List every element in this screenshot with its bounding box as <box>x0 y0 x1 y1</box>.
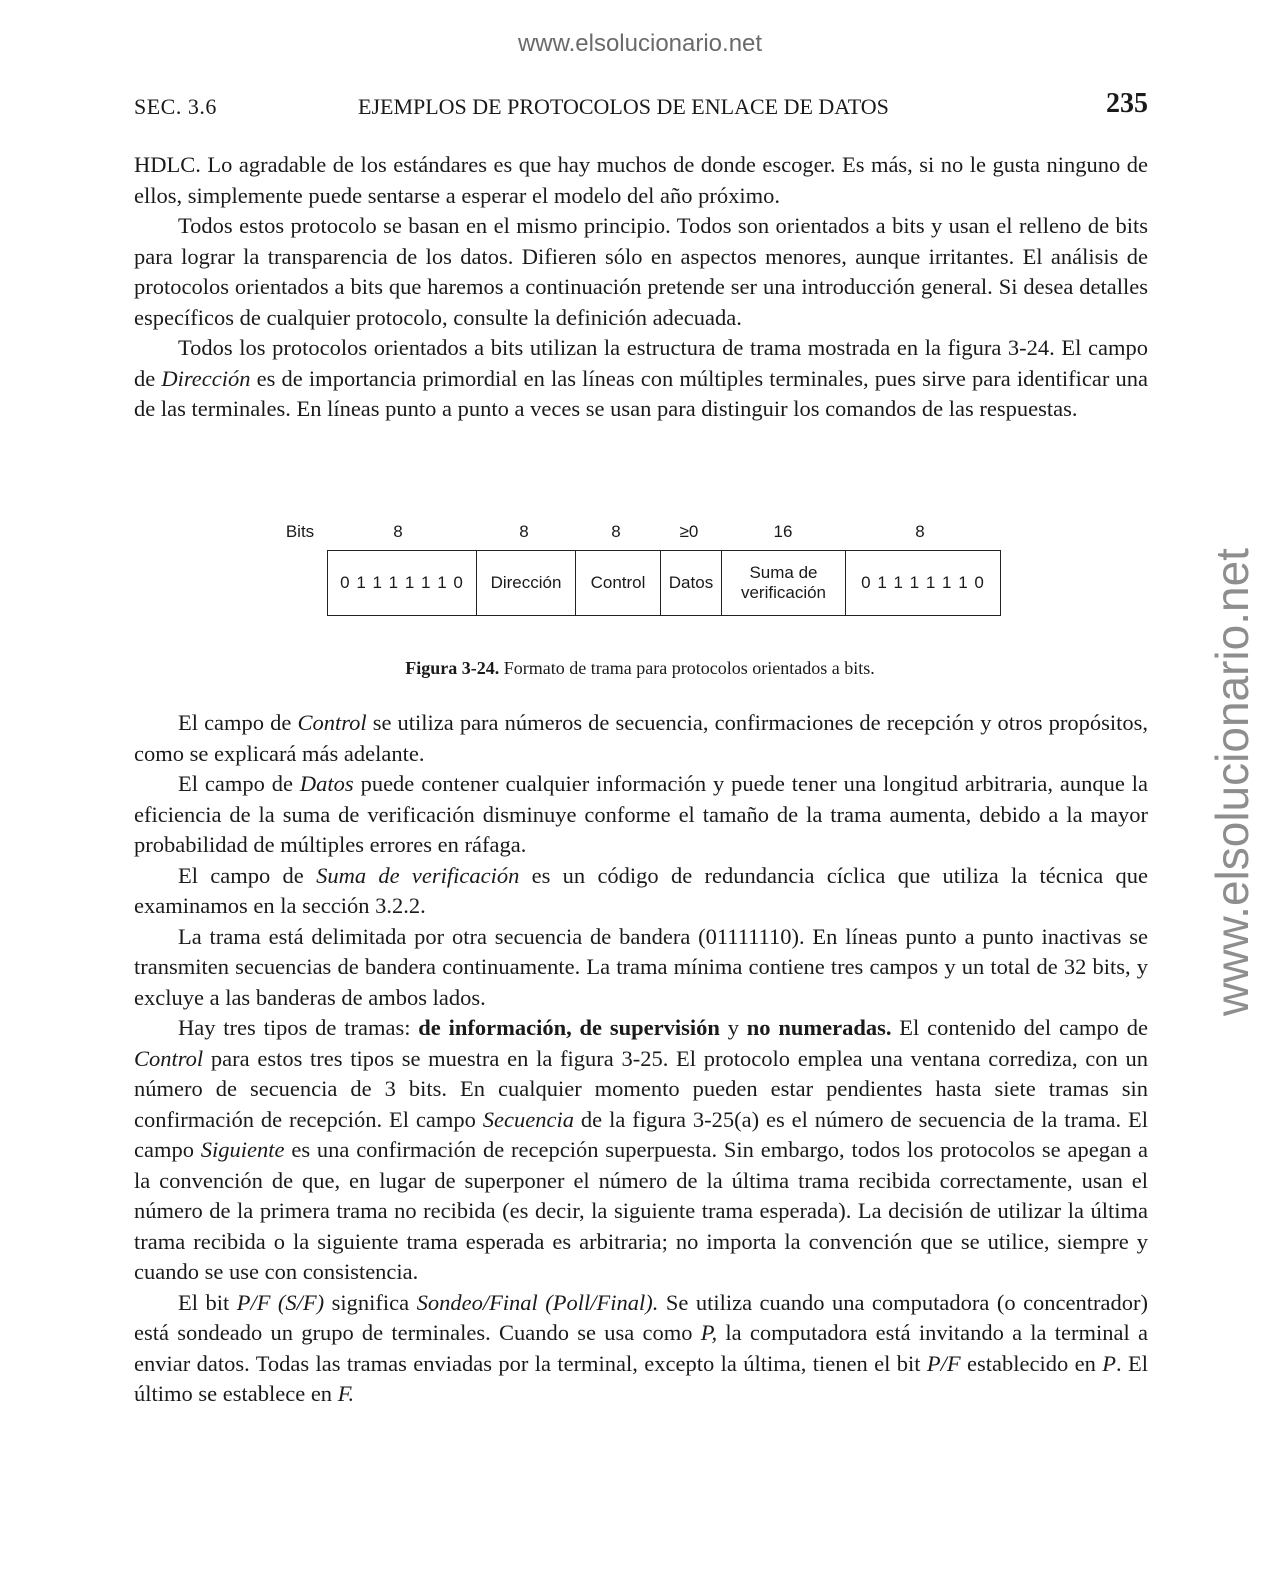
frame-diagram <box>327 550 1001 616</box>
bits-label: Bits <box>285 522 315 541</box>
paragraph <box>134 922 1148 1014</box>
italic-term: P/F (S/F) <box>236 1289 325 1315</box>
text-run: puede contener cualquier información y puede tener una longitud arbitraria, aunque la eficiencia de la suma de verificación disminuye conforme el tamaño de la trama aumenta, debido a la mayor probabilidad de múltiples errores en ráfaga. <box>134 771 1148 857</box>
italic-term: Control <box>134 1045 204 1071</box>
italic-term: Secuencia <box>482 1106 574 1132</box>
watermark-side: www.elsolucionario.net <box>1206 548 1258 1016</box>
paragraph <box>134 769 1148 861</box>
text-run: El bit <box>178 1289 237 1315</box>
text-run: El campo de <box>178 771 300 796</box>
figure-caption <box>0 658 1280 679</box>
body-text-bottom <box>134 708 1148 1410</box>
address-field: Dirección <box>477 551 576 615</box>
flag-field: 0 1 1 1 1 1 1 0 <box>861 573 985 592</box>
paragraph <box>134 861 1148 922</box>
text-run: . El último se establece en <box>134 1350 1148 1406</box>
text-run: se utiliza para números de secuencia, confirmaciones de recepción y otros propósitos, como se explicará más adelante. <box>134 710 1148 766</box>
paragraph <box>134 1013 1148 1288</box>
page-number: 235 <box>1106 88 1148 119</box>
italic-term: P <box>1102 1350 1116 1376</box>
text-run: para estos tres tipos se muestra en la figura 3-25. El protocolo emplea una ventana corrediza, con un número de secuencia de 3 bits. En cualquier momento pueden estar pendientes hasta siete tramas sin confirmación de recepción. El campo <box>134 1045 1148 1132</box>
text-run: de la figura 3-25(a) es el número de secuencia de la trama. El campo <box>134 1106 1148 1162</box>
paragraph <box>134 150 1148 211</box>
italic-term: Control <box>297 710 367 735</box>
bit-count: 16 <box>773 522 793 541</box>
text-run: Todos los protocolos orientados a bits utilizan la estructura de trama mostrada en la figura 3-24. El campo de <box>134 335 1148 391</box>
caption-number: Figura 3-24. <box>405 658 500 678</box>
text-run: es una confirmación de recepción superpuesta. Sin embargo, todos los protocolos se apegan a la convención de que, en lugar de superponer el número de la última trama recibida correctamente, usan el número de la primera trama no recibida (es decir, la siguiente trama esperada). La decisión de utilizar la última trama recibida o la siguiente trama esperada es arbitraria; no importa la convención que se utilice, siempre y cuando se use con consistencia. <box>134 1137 1148 1284</box>
text-run: El campo de <box>178 710 298 735</box>
caption-text: Formato de trama para protocolos orientados a bits. <box>503 658 875 678</box>
section-label: SEC. 3.6 <box>134 94 217 119</box>
paragraph <box>134 708 1148 769</box>
text-run: Todos estos protocolo se basan en el mismo principio. Todos son orientados a bits y usan el relleno de bits para lograr la transparencia de los datos. Difieren sólo en aspectos menores, aunque irritantes. El análisis de protocolos orientados a bits que haremos a continuación pretende ser una introducción general. Si desea detalles específicos de cualquier protocolo, consulte la definición adecuada. <box>134 213 1148 330</box>
control-field: Control <box>576 551 661 615</box>
italic-term: Dirección <box>161 365 251 391</box>
bit-count: 8 <box>915 522 925 541</box>
italic-term: P/F <box>926 1350 961 1376</box>
data-field: Datos <box>661 551 722 615</box>
paragraph <box>134 211 1148 333</box>
paragraph <box>134 1288 1148 1410</box>
text-run: la computadora está invitando a la terminal a enviar datos. Todas las tramas enviadas por la terminal, excepto la última, tienen el bit <box>134 1320 1148 1376</box>
bold-term: de información, de supervisión <box>418 1015 720 1040</box>
paragraph <box>134 333 1148 425</box>
text-run: El campo de <box>178 862 317 888</box>
italic-term: Siguiente <box>200 1137 285 1162</box>
bit-count: 8 <box>611 522 621 541</box>
text-run: es un código de redundancia cíclica que utiliza la técnica que examinamos en la sección 3.2.2. <box>134 862 1148 918</box>
text-run: HDLC. Lo agradable de los estándares es que hay muchos de donde escoger. Es más, si no le gusta ninguno de ellos, simplemente puede sentarse a esperar el modelo del año próximo. <box>134 152 1148 208</box>
text-run: Se utiliza cuando una computadora (o concentrador) está sondeado un grupo de terminales. Cuando se usa como <box>134 1289 1148 1345</box>
watermark-top: www.elsolucionario.net <box>517 30 763 57</box>
bit-count: 8 <box>393 522 403 541</box>
text-run: establecido en <box>960 1350 1103 1376</box>
text-run: Hay tres tipos de tramas: <box>178 1015 419 1040</box>
bit-count: 8 <box>519 522 529 541</box>
italic-term: Sondeo/Final (Poll/Final). <box>416 1289 659 1315</box>
checksum-field: Suma de verificación <box>722 551 846 615</box>
italic-term: Suma de verificación <box>316 862 520 888</box>
italic-term: P, <box>700 1320 718 1345</box>
text-run: es de importancia primordial en las líneas con múltiples terminales, pues sirve para identificar una de las terminales. En líneas punto a punto a veces se usan para distinguir los comandos de las respuestas. <box>134 365 1148 421</box>
text-run: La trama está delimitada por otra secuencia de bandera (01111110). En líneas punto a punto inactivas se transmiten secuencias de bandera continuamente. La trama mínima contiene tres campos y un total de 32 bits, y excluye a las banderas de ambos lados. <box>134 923 1148 1010</box>
flag-field: 0 1 1 1 1 1 1 0 <box>328 551 477 615</box>
text-run: y <box>719 1015 747 1040</box>
italic-term: F. <box>337 1381 355 1406</box>
running-title: EJEMPLOS DE PROTOCOLOS DE ENLACE DE DATOS <box>358 94 889 119</box>
bit-count: ≥0 <box>679 522 699 541</box>
page-header <box>134 88 1148 124</box>
bold-term: no numeradas. <box>746 1015 892 1040</box>
italic-term: Datos <box>299 771 354 796</box>
frame-format-figure <box>280 516 1020 676</box>
text-run: significa <box>324 1289 417 1315</box>
text-run: El contenido del campo de <box>891 1015 1148 1040</box>
body-text-top <box>134 150 1148 425</box>
